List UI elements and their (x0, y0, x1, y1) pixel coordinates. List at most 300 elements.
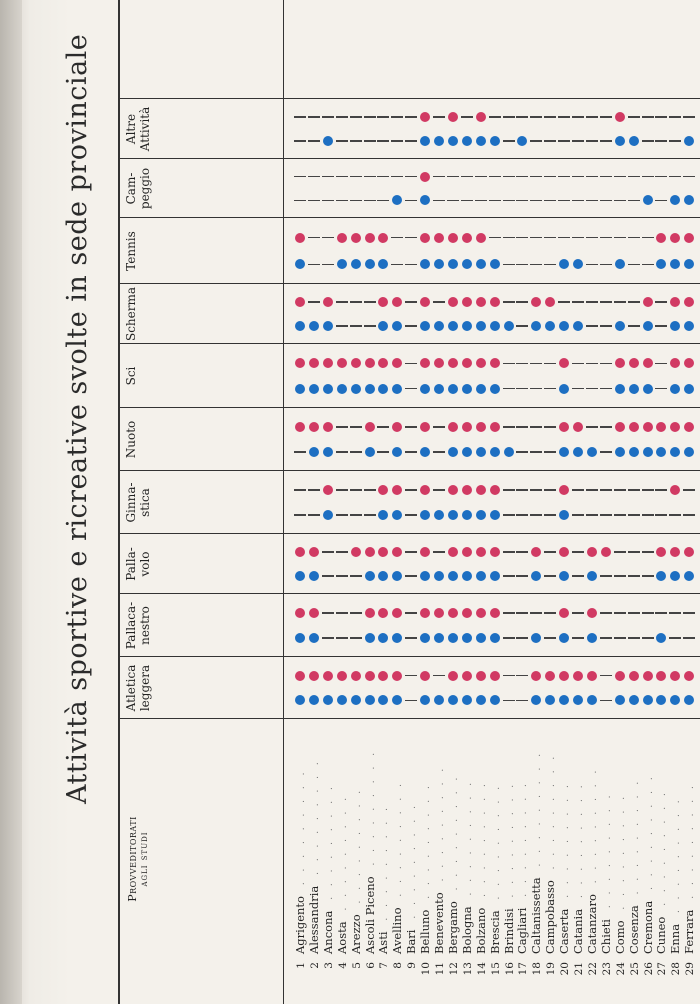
blue-dot (365, 695, 375, 705)
leader-dots: . . . . . . . . . (644, 773, 655, 897)
no-activity-dash (516, 514, 528, 515)
red-dot (476, 608, 486, 618)
row-number: 12 (447, 962, 460, 976)
red-dot (365, 422, 375, 432)
no-activity-dash (336, 116, 348, 117)
red-dot (378, 671, 388, 681)
no-activity-dash (503, 637, 515, 638)
blue-dot (378, 384, 388, 394)
no-activity-dash (433, 551, 445, 552)
province-name: Bolzano (473, 907, 488, 954)
red-dot (378, 547, 388, 557)
no-activity-dash (503, 388, 515, 389)
province-name: Caserta (557, 908, 572, 954)
blue-dot (559, 633, 569, 643)
blue-dot (462, 136, 472, 146)
red-dot (365, 233, 375, 243)
red-dot (351, 358, 361, 368)
no-activity-dash (628, 612, 640, 613)
blue-dot (476, 384, 486, 394)
leader-dots: . . . . . . . . . (310, 758, 321, 882)
blue-dot (656, 571, 666, 581)
red-dot (476, 358, 486, 368)
province-name: Cuneo (654, 916, 669, 954)
red-dot (559, 485, 569, 495)
blue-dot (643, 384, 653, 394)
blue-dot (573, 695, 583, 705)
blue-dot (615, 695, 625, 705)
activity-header-line1: Altre (124, 113, 138, 145)
no-activity-dash (405, 301, 417, 302)
no-activity-dash (628, 200, 640, 201)
red-dot (448, 112, 458, 122)
no-activity-dash (642, 551, 654, 552)
blue-dot (365, 259, 375, 269)
province-name: Alessandria (306, 885, 321, 954)
no-activity-dash (405, 575, 417, 576)
red-dot (476, 233, 486, 243)
red-dot (420, 547, 430, 557)
no-activity-dash (683, 176, 695, 177)
province-row-label (571, 722, 586, 984)
blue-dot (531, 321, 541, 331)
no-activity-dash (461, 116, 473, 117)
column-divider (118, 718, 700, 719)
no-activity-dash (503, 140, 515, 141)
province-name: Aosta (334, 921, 349, 954)
blue-dot (490, 633, 500, 643)
no-activity-dash (642, 612, 654, 613)
red-dot (378, 233, 388, 243)
leader-dots: . . . . . . . . . (408, 802, 419, 926)
no-activity-dash (544, 514, 556, 515)
red-dot (476, 297, 486, 307)
no-activity-dash (433, 426, 445, 427)
row-number: 14 (475, 962, 488, 976)
blue-dot (420, 571, 430, 581)
red-dot (670, 358, 680, 368)
row-number: 8 (392, 962, 405, 969)
red-dot (434, 233, 444, 243)
blue-dot (559, 384, 569, 394)
no-activity-dash (322, 264, 334, 265)
red-dot (448, 671, 458, 681)
blue-dot (323, 136, 333, 146)
column-divider (118, 217, 700, 218)
no-activity-dash (642, 116, 654, 117)
no-activity-dash (572, 301, 584, 302)
blue-dot (337, 695, 347, 705)
leader-dots: . . . . . . . . . (297, 768, 307, 893)
blue-dot (684, 195, 694, 205)
red-dot (531, 547, 541, 557)
red-dot (670, 547, 680, 557)
blue-dot (420, 384, 430, 394)
blue-dot (684, 695, 694, 705)
province-name: Como (612, 920, 627, 954)
no-activity-dash (586, 176, 598, 177)
no-activity-dash (544, 426, 556, 427)
no-activity-dash (572, 200, 584, 201)
province-row-label (307, 722, 322, 984)
province-row-label (376, 722, 391, 984)
no-activity-dash (308, 301, 320, 302)
no-activity-dash (364, 200, 376, 201)
activity-header-line1: Sci (124, 366, 138, 386)
activity-header-line1: Cam- (124, 172, 138, 205)
column-divider (118, 470, 700, 471)
no-activity-dash (294, 489, 306, 490)
red-dot (490, 671, 500, 681)
activity-header-line1: Palla- (124, 547, 138, 581)
no-activity-dash (683, 489, 695, 490)
blue-dot (448, 633, 458, 643)
no-activity-dash (433, 116, 445, 117)
red-dot (295, 422, 305, 432)
blue-dot (365, 447, 375, 457)
red-dot (392, 671, 402, 681)
blue-dot (365, 384, 375, 394)
no-activity-dash (308, 489, 320, 490)
activity-header-line1: Atletica (124, 664, 138, 712)
province-row-label (363, 722, 378, 984)
blue-dot (559, 571, 569, 581)
blue-dot (559, 259, 569, 269)
red-dot (615, 671, 625, 681)
no-activity-dash (600, 200, 612, 201)
blue-dot (309, 695, 319, 705)
red-dot (684, 422, 694, 432)
blue-dot (462, 633, 472, 643)
no-activity-dash (503, 489, 515, 490)
no-activity-dash (572, 612, 584, 613)
blue-dot (392, 195, 402, 205)
no-activity-dash (600, 388, 612, 389)
red-dot (656, 233, 666, 243)
no-activity-dash (530, 489, 542, 490)
no-activity-dash (503, 237, 515, 238)
leader-dots: . . . . . . . . . (533, 749, 544, 874)
no-activity-dash (336, 451, 348, 452)
no-activity-dash (364, 301, 376, 302)
activity-header-line2: nestro (138, 606, 152, 645)
province-row-label (474, 722, 489, 984)
red-dot (643, 297, 653, 307)
red-dot (448, 547, 458, 557)
no-activity-dash (572, 116, 584, 117)
blue-dot (392, 571, 402, 581)
no-activity-dash (350, 116, 362, 117)
red-dot (420, 485, 430, 495)
blue-dot (462, 510, 472, 520)
red-dot (559, 671, 569, 681)
blue-dot (309, 633, 319, 643)
no-activity-dash (503, 575, 515, 576)
no-activity-dash (516, 200, 528, 201)
no-activity-dash (544, 116, 556, 117)
no-activity-dash (405, 451, 417, 452)
no-activity-dash (642, 176, 654, 177)
no-activity-dash (364, 489, 376, 490)
no-activity-dash (433, 451, 445, 452)
blue-dot (351, 384, 361, 394)
red-dot (448, 297, 458, 307)
no-activity-dash (669, 140, 681, 141)
no-activity-dash (433, 200, 445, 201)
province-name: Asti (376, 931, 391, 954)
no-activity-dash (405, 116, 417, 117)
no-activity-dash (572, 551, 584, 552)
province-name: Avellino (390, 907, 405, 954)
blue-dot (323, 510, 333, 520)
no-activity-dash (350, 451, 362, 452)
red-dot (462, 233, 472, 243)
red-dot (684, 233, 694, 243)
province-name: Bari (404, 929, 419, 954)
no-activity-dash (655, 325, 667, 326)
no-activity-dash (516, 301, 528, 302)
province-name: Chieti (598, 919, 613, 954)
row-number: 3 (322, 962, 335, 969)
row-number: 18 (531, 962, 544, 976)
no-activity-dash (600, 176, 612, 177)
province-header-line2: agli studi (139, 831, 150, 887)
activity-header-6 (124, 286, 138, 342)
blue-dot (587, 633, 597, 643)
province-row-label (432, 722, 447, 984)
page-title: Attività sportive e ricreative svolte in sede provinciale (62, 33, 93, 804)
activity-header-3 (124, 473, 152, 532)
no-activity-dash (628, 637, 640, 638)
no-activity-dash (530, 388, 542, 389)
no-activity-dash (530, 363, 542, 364)
blue-dot (587, 571, 597, 581)
blue-dot (670, 447, 680, 457)
no-activity-dash (530, 237, 542, 238)
no-activity-dash (600, 451, 612, 452)
no-activity-dash (530, 451, 542, 452)
no-activity-dash (586, 426, 598, 427)
no-activity-dash (516, 489, 528, 490)
leader-dots: . . . . . . . . . (491, 782, 502, 907)
province-row-label (488, 722, 503, 984)
no-activity-dash (628, 237, 640, 238)
no-activity-dash (655, 200, 667, 201)
province-name: Ferrara (682, 909, 697, 954)
red-dot (670, 297, 680, 307)
no-activity-dash (544, 489, 556, 490)
red-dot (601, 547, 611, 557)
column-divider (118, 158, 700, 159)
no-activity-dash (544, 612, 556, 613)
no-activity-dash (516, 426, 528, 427)
no-activity-dash (336, 200, 348, 201)
no-activity-dash (475, 176, 487, 177)
blue-dot (448, 136, 458, 146)
no-activity-dash (350, 325, 362, 326)
blue-dot (684, 259, 694, 269)
row-number: 17 (517, 962, 530, 976)
blue-dot (573, 321, 583, 331)
no-activity-dash (642, 637, 654, 638)
no-activity-dash (516, 116, 528, 117)
no-activity-dash (558, 140, 570, 141)
no-activity-dash (642, 264, 654, 265)
no-activity-dash (516, 388, 528, 389)
red-dot (323, 671, 333, 681)
no-activity-dash (405, 489, 417, 490)
blue-dot (420, 510, 430, 520)
blue-dot (629, 384, 639, 394)
blue-dot (643, 695, 653, 705)
no-activity-dash (405, 426, 417, 427)
red-dot (531, 297, 541, 307)
leader-dots: . . . . . . . . . (561, 781, 572, 905)
row-number: 13 (461, 962, 474, 976)
no-activity-dash (669, 116, 681, 117)
no-activity-dash (308, 264, 320, 265)
red-dot (615, 422, 625, 432)
no-activity-dash (600, 426, 612, 427)
blue-dot (420, 321, 430, 331)
red-dot (573, 422, 583, 432)
leader-dots: . . . . . . . . . (616, 792, 627, 917)
no-activity-dash (516, 264, 528, 265)
blue-dot (365, 633, 375, 643)
no-activity-dash (516, 575, 528, 576)
blue-dot (656, 695, 666, 705)
blue-dot (295, 633, 305, 643)
blue-dot (684, 571, 694, 581)
no-activity-dash (405, 551, 417, 552)
row-number: 7 (378, 962, 391, 969)
blue-dot (420, 695, 430, 705)
no-activity-dash (655, 363, 667, 364)
red-dot (351, 671, 361, 681)
row-number: 20 (559, 962, 572, 976)
activity-header-1 (124, 596, 152, 655)
no-activity-dash (642, 237, 654, 238)
blue-dot (559, 321, 569, 331)
activity-header-line2: peggio (138, 167, 152, 210)
province-row-label (599, 722, 614, 984)
no-activity-dash (530, 176, 542, 177)
blue-dot (643, 321, 653, 331)
blue-dot (490, 384, 500, 394)
leader-dots: . . . . . . . . . (394, 779, 405, 904)
no-activity-dash (655, 116, 667, 117)
no-activity-dash (600, 637, 612, 638)
province-row-label (529, 722, 544, 984)
blue-dot (615, 447, 625, 457)
red-dot (684, 671, 694, 681)
no-activity-dash (377, 116, 389, 117)
no-activity-dash (530, 264, 542, 265)
blue-dot (392, 447, 402, 457)
no-activity-dash (683, 612, 695, 613)
column-divider (118, 533, 700, 534)
red-dot (448, 358, 458, 368)
no-activity-dash (558, 116, 570, 117)
no-activity-dash (544, 388, 556, 389)
province-row-label (390, 722, 405, 984)
red-dot (448, 608, 458, 618)
blue-dot (323, 321, 333, 331)
province-name: Arezzo (348, 914, 363, 954)
red-dot (295, 608, 305, 618)
blue-dot (392, 510, 402, 520)
blue-dot (476, 259, 486, 269)
red-dot (309, 671, 319, 681)
province-name: Catanzaro (584, 894, 599, 954)
no-activity-dash (294, 116, 306, 117)
no-activity-dash (642, 140, 654, 141)
no-activity-dash (447, 200, 459, 201)
no-activity-dash (336, 514, 348, 515)
no-activity-dash (544, 176, 556, 177)
red-dot (684, 297, 694, 307)
no-activity-dash (350, 489, 362, 490)
no-activity-dash (614, 176, 626, 177)
blue-dot (615, 136, 625, 146)
no-activity-dash (516, 176, 528, 177)
province-name: Caltanissetta (529, 877, 544, 954)
no-activity-dash (308, 514, 320, 515)
no-activity-dash (530, 116, 542, 117)
red-dot (573, 671, 583, 681)
no-activity-dash (503, 176, 515, 177)
province-row-label (585, 722, 600, 984)
no-activity-dash (350, 140, 362, 141)
no-activity-dash (391, 264, 403, 265)
red-dot (337, 358, 347, 368)
blue-dot (448, 384, 458, 394)
red-dot (643, 422, 653, 432)
blue-dot (684, 136, 694, 146)
red-dot (365, 358, 375, 368)
no-activity-dash (655, 140, 667, 141)
leader-dots: . . . . . . . . . (352, 786, 363, 911)
no-activity-dash (614, 237, 626, 238)
row-number: 16 (503, 962, 516, 976)
no-activity-dash (391, 116, 403, 117)
activity-header-line2: stica (138, 488, 152, 517)
leader-dots: . . . . . . . . . (658, 789, 669, 913)
blue-dot (573, 447, 583, 457)
blue-dot (545, 695, 555, 705)
no-activity-dash (669, 176, 681, 177)
blue-dot (490, 447, 500, 457)
blue-dot (629, 447, 639, 457)
province-name: Cagliari (515, 907, 530, 954)
no-activity-dash (683, 514, 695, 515)
no-activity-dash (600, 264, 612, 265)
row-number: 22 (586, 962, 599, 976)
no-activity-dash (530, 140, 542, 141)
no-activity-dash (405, 140, 417, 141)
leader-dots: . . . . . . . . . (630, 777, 641, 902)
no-activity-dash (572, 514, 584, 515)
leader-dots: . . . . . . . . . (686, 782, 697, 906)
blue-dot (351, 695, 361, 705)
no-activity-dash (586, 301, 598, 302)
red-dot (615, 358, 625, 368)
red-dot (392, 485, 402, 495)
no-activity-dash (642, 575, 654, 576)
no-activity-dash (405, 675, 417, 676)
no-activity-dash (614, 551, 626, 552)
leader-dots: . . . . . . . . . (505, 780, 516, 905)
